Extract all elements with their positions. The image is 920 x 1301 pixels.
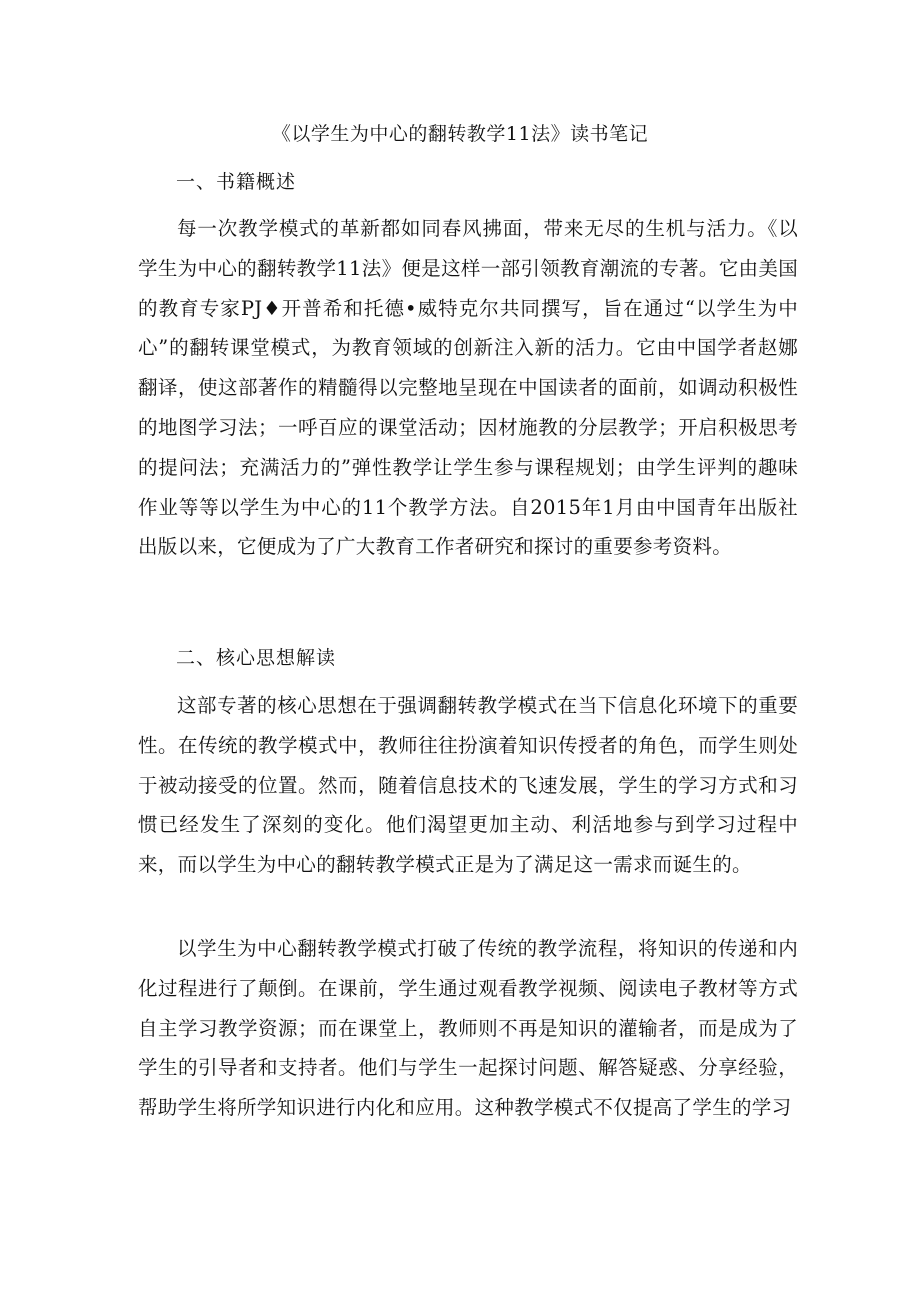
section-heading-overview: 一、书籍概述	[176, 171, 297, 193]
paragraph-overview: 每一次教学模式的革新都如同春风拂面，带来无尽的生机与活力。《以学生为中心的翻转教学11法》便是这样一部引领教育潮流的专著。它由美国的教育专家PJ♦开普希和托德•威特克尔共同撰写，旨在通过“以学生为中心”的翻转课堂模式，为教育领域的创新注入新的活力。它由中国学者赵娜翻译，使这部著作的精髓得以完整地呈现在中国读者的面前，如调动积极性的地图学习法；一呼百应的课堂活动；因材施教的分层教学；开启积极思考的提问法；充满活力的”弹性教学让学生参与课程规划；由学生评判的趣味作业等等以学生为中心的11个教学方法。自2015年1月由中国青年出版社出版以来，它便成为了广大教育工作者研究和探讨的重要参考资料。	[138, 217, 798, 559]
paragraph-core-idea-1: 这部专著的核心思想在于强调翻转教学模式在当下信息化环境下的重要性。在传统的教学模式中，教师往往扮演着知识传授者的角色，而学生则处于被动接受的位置。然而，随着信息技术的飞速发展，学生的学习方式和习惯已经发生了深刻的变化。他们渴望更加主动、利活地参与到学习过程中来，而以学生为中心的翻转教学模式正是为了满足这一需求而诞生的。	[138, 694, 798, 877]
paragraph-core-idea-2: 以学生为中心翻转教学模式打破了传统的教学流程，将知识的传递和内化过程进行了颠倒。在课前，学生通过观看教学视频、阅读电子教材等方式自主学习教学资源；而在课堂上，教师则不再是知识的灌输者，而是成为了学生的引导者和支持者。他们与学生一起探讨问题、解答疑惑、分享经验，帮助学生将所学知识进行内化和应用。这种教学模式不仅提高了学生的学习	[138, 937, 798, 1120]
section-heading-core-idea: 二、核心思想解读	[176, 647, 337, 669]
document-title: 《以学生为中心的翻转教学11法》读书笔记	[271, 123, 649, 145]
